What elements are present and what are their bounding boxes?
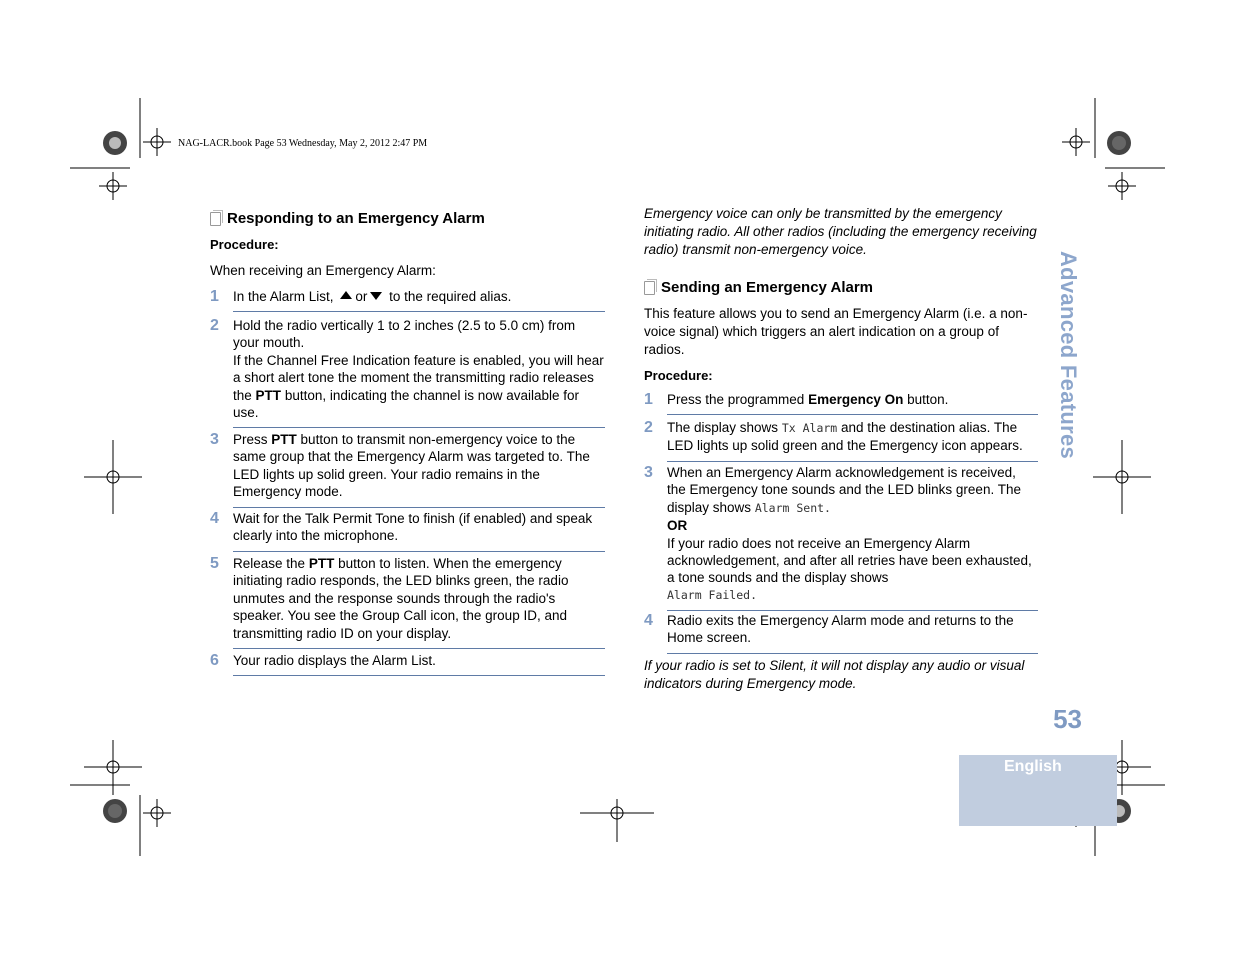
step-item [644, 419, 1038, 462]
step-text-part: In the Alarm List, [233, 289, 334, 304]
step-text-part: The display shows [667, 420, 779, 435]
step-number: 3 [644, 464, 653, 481]
step-number: 4 [210, 510, 219, 527]
step-item [644, 612, 1038, 654]
intro-text: This feature allows you to send an Emergency Alarm (i.e. a non-voice signal) which triggers an alert indication on a group of radios. [644, 306, 1028, 357]
step-text-part: button to listen. When the emergency initiating radio responds, the LED blinks green, the radio unmutes and the response sounds through the radio's speaker. You see the Group Call icon, the group ID, and transmitting radio ID on your display. [233, 556, 569, 641]
step-item [210, 555, 605, 649]
ptt-label: PTT [271, 432, 297, 447]
note-top: Emergency voice can only be transmitted by the emergency initiating radio. All other radios (including the emergency receiving radio) transmit non-emergency voice. [644, 206, 1037, 257]
section-heading [210, 210, 485, 227]
step-text: Your radio displays the Alarm List. [233, 652, 605, 676]
step-item [210, 652, 605, 676]
file-info: NAG-LACR.book Page 53 Wednesday, May 2, 2012 2:47 PM [178, 138, 428, 149]
display-text: Alarm Sent. [754, 500, 831, 515]
step-number: 6 [210, 652, 219, 669]
step-text: Wait for the Talk Permit Tone to finish (if enabled) and speak clearly into the microphone. [233, 510, 605, 552]
step-text-part: button, indicating the channel is now available for use. [233, 387, 580, 421]
display-text: Tx Alarm [781, 421, 838, 435]
ptt-label: PTT [255, 387, 282, 403]
step-number: 2 [644, 419, 653, 436]
section-heading-text: Responding to an Emergency Alarm [227, 210, 485, 227]
step-text-part: When an Emergency Alarm acknowledgement is received, the Emergency tone sounds and the LED blinks green. The display shows [667, 465, 1021, 515]
step-text [667, 419, 1038, 462]
ptt-label: PTT [308, 556, 335, 571]
note-bottom: If your radio is set to Silent, it will not display any audio or visual indicators during Emergency mode. [644, 658, 1025, 691]
chapter-tab-text: Advanced Features [1056, 250, 1081, 460]
step-text: Radio exits the Emergency Alarm mode and returns to the Home screen. [667, 612, 1038, 654]
step-text [667, 464, 1038, 611]
section-heading-text: Sending an Emergency Alarm [661, 279, 874, 296]
step-text-part: Hold the radio vertically 1 to 2 inches (2.5 to 5.0 cm) from your mouth. [233, 318, 576, 351]
up-arrow-icon [340, 291, 352, 299]
step-item [210, 317, 605, 428]
step-number: 2 [210, 317, 219, 334]
down-arrow-icon [370, 292, 382, 300]
step-text-part: If your radio does not receive an Emergency Alarm acknowledgement, and after all retries have been exhausted, a tone sounds and the display shows [667, 535, 1032, 586]
step-text [233, 288, 605, 312]
step-number: 4 [644, 612, 653, 629]
step-text [233, 555, 605, 649]
emergency-on-label: Emergency On [808, 392, 904, 407]
step-item [210, 288, 605, 312]
step-item [210, 431, 605, 508]
step-number: 1 [210, 288, 219, 305]
step-text [233, 431, 605, 508]
step-text-part: to the required alias. [389, 289, 512, 304]
language-tab [959, 755, 1117, 826]
step-text-part: Release the [233, 556, 306, 571]
step-item [210, 510, 605, 552]
document-icon [644, 281, 655, 295]
step-text-part: Press [233, 432, 268, 447]
step-text-part: button to transmit non-emergency voice to the same group that the Emergency Alarm was targeted to. The LED lights up solid green. Your radio remains in the Emergency mode. [233, 432, 590, 500]
step-item [644, 391, 1038, 415]
procedure-label: Procedure: [644, 368, 713, 383]
intro-text: When receiving an Emergency Alarm: [210, 263, 436, 278]
step-text-part: or [355, 289, 368, 304]
language-label: English [1004, 758, 1062, 775]
page-number: 53 [1053, 704, 1082, 734]
section-heading [644, 279, 873, 296]
step-item [644, 464, 1038, 611]
procedure-label: Procedure: [210, 237, 279, 252]
step-number: 5 [210, 555, 219, 572]
step-text [667, 391, 1038, 415]
display-text: Alarm Failed. [667, 587, 758, 602]
step-number: 3 [210, 431, 219, 448]
document-icon [210, 212, 221, 226]
step-text [233, 317, 605, 428]
step-text-part: Press the programmed [667, 392, 805, 407]
step-number: 1 [644, 391, 653, 408]
step-text-part: button. [907, 392, 949, 407]
or-label: OR [667, 518, 688, 534]
step-text-part: If the Channel Free Indication feature is enabled, you will hear a short alert tone the moment the transmitting radio releases the [233, 352, 604, 403]
step-text-part: and the destination alias. The LED lights up solid green and the Emergency icon appears. [667, 420, 1023, 454]
chapter-tab [1038, 250, 1098, 460]
